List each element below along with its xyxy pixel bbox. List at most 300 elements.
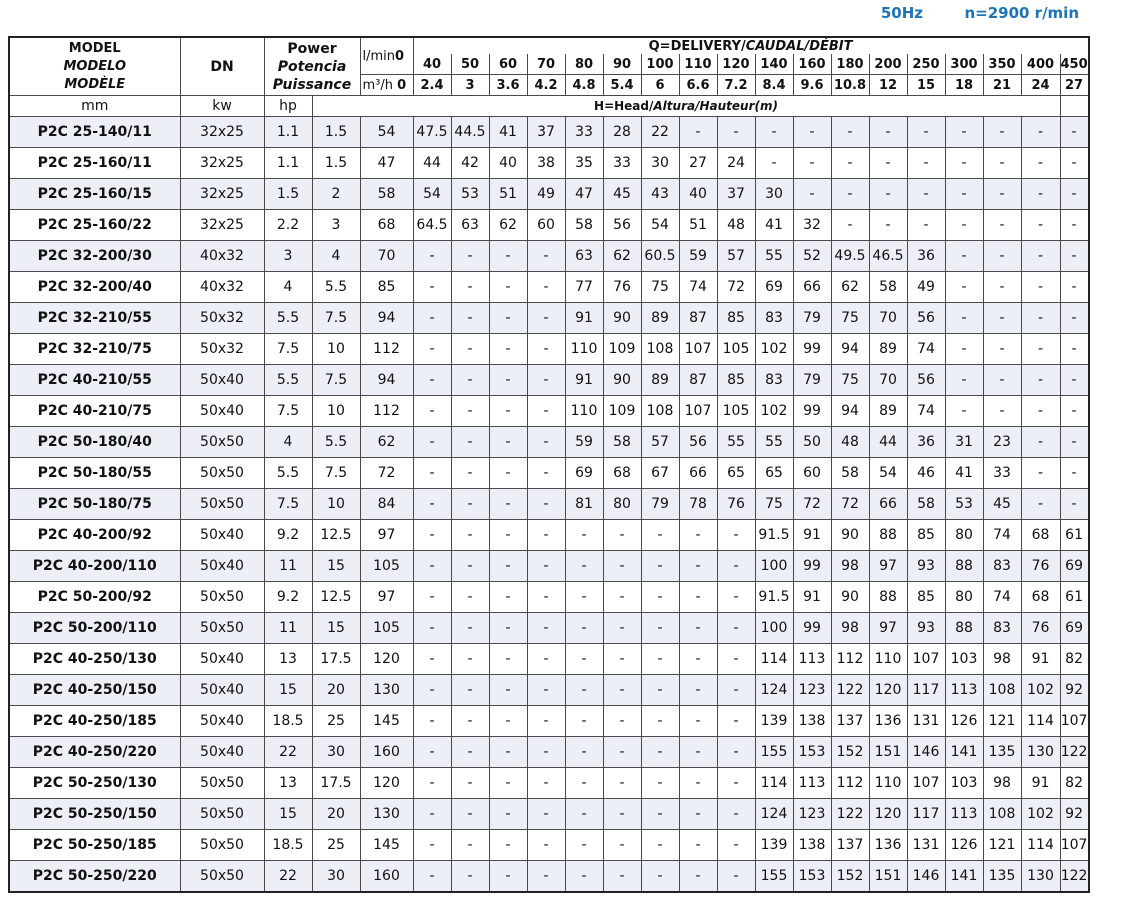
head-cell: 45 xyxy=(603,179,641,210)
head-cell: - xyxy=(907,117,945,148)
hp-cell: 30 xyxy=(312,737,360,768)
head-cell: - xyxy=(603,520,641,551)
head-cell: - xyxy=(603,613,641,644)
head-cell: 88 xyxy=(869,582,907,613)
head-cell: 151 xyxy=(869,737,907,768)
hp-cell: 17.5 xyxy=(312,644,360,675)
head-cell: - xyxy=(489,644,527,675)
table-row xyxy=(9,148,1089,179)
head-cell: - xyxy=(983,272,1021,303)
head-cell: 102 xyxy=(755,334,793,365)
head-cell: 131 xyxy=(907,706,945,737)
head-cell: - xyxy=(413,830,451,861)
head-cell: 67 xyxy=(641,458,679,489)
head-cell: - xyxy=(641,706,679,737)
head-cell: - xyxy=(527,303,565,334)
head-cell: 65 xyxy=(717,458,755,489)
head-cell: - xyxy=(527,737,565,768)
head-cell: - xyxy=(717,644,755,675)
head-cell: 69 xyxy=(1060,613,1089,644)
head-header xyxy=(312,96,1060,117)
head-cell: - xyxy=(1060,117,1089,148)
head-cell: - xyxy=(413,551,451,582)
head-header-italic: Altura/Hauteur(m) xyxy=(653,99,778,113)
head-cell: 83 xyxy=(983,613,1021,644)
head-cell: - xyxy=(489,396,527,427)
dn-cell: 50x50 xyxy=(180,427,264,458)
head-cell: - xyxy=(945,148,983,179)
head-cell: - xyxy=(413,334,451,365)
head-cell: 79 xyxy=(641,489,679,520)
hp-cell: 25 xyxy=(312,830,360,861)
head-cell: 60.5 xyxy=(641,241,679,272)
head-cell: 121 xyxy=(983,706,1021,737)
head-cell: 137 xyxy=(831,706,869,737)
head-cell: 92 xyxy=(1060,799,1089,830)
head-cell: - xyxy=(527,489,565,520)
head-cell: - xyxy=(1060,179,1089,210)
head-cell: - xyxy=(489,737,527,768)
hp-cell: 4 xyxy=(312,241,360,272)
head-cell: 27 xyxy=(679,148,717,179)
model-cell: P2C 40-250/185 xyxy=(9,706,180,737)
head-cell: 83 xyxy=(983,551,1021,582)
head-cell: 112 xyxy=(831,768,869,799)
head-cell: - xyxy=(413,241,451,272)
frequency-label: 50Hz xyxy=(880,4,923,22)
head-cell: 121 xyxy=(983,830,1021,861)
head-cell: 82 xyxy=(1060,644,1089,675)
head-cell: 80 xyxy=(603,489,641,520)
table-row xyxy=(9,675,1089,706)
head-cell: - xyxy=(451,520,489,551)
head-cell: 79 xyxy=(793,365,831,396)
dn-cell: 50x40 xyxy=(180,737,264,768)
table-row xyxy=(9,768,1089,799)
hp-cell: 15 xyxy=(312,551,360,582)
head-cell: 112 xyxy=(360,334,413,365)
head-cell: - xyxy=(679,737,717,768)
head-cell: 37 xyxy=(717,179,755,210)
head-cell: 83 xyxy=(755,365,793,396)
head-cell: - xyxy=(907,210,945,241)
head-cell: - xyxy=(1021,334,1060,365)
kw-cell: 1.1 xyxy=(264,148,312,179)
m3h-value: 3.6 xyxy=(489,75,527,96)
head-cell: - xyxy=(489,675,527,706)
dn-cell: 32x25 xyxy=(180,148,264,179)
kw-cell: 7.5 xyxy=(264,396,312,427)
head-cell: 136 xyxy=(869,830,907,861)
m3h-value: 6 xyxy=(641,75,679,96)
head-cell: 117 xyxy=(907,675,945,706)
head-cell: 56 xyxy=(907,365,945,396)
head-cell: 85 xyxy=(360,272,413,303)
head-cell: - xyxy=(451,582,489,613)
head-cell: - xyxy=(489,861,527,893)
head-cell: - xyxy=(1060,396,1089,427)
head-cell: - xyxy=(527,272,565,303)
head-cell: 107 xyxy=(1060,706,1089,737)
head-cell: - xyxy=(565,799,603,830)
head-cell: 91.5 xyxy=(755,520,793,551)
head-cell: 109 xyxy=(603,396,641,427)
head-cell: 160 xyxy=(360,737,413,768)
head-cell: 75 xyxy=(641,272,679,303)
head-cell: - xyxy=(869,148,907,179)
head-cell: 103 xyxy=(945,768,983,799)
kw-cell: 22 xyxy=(264,861,312,893)
table-row xyxy=(9,799,1089,830)
head-cell: 75 xyxy=(831,365,869,396)
head-cell: 97 xyxy=(360,582,413,613)
head-cell: - xyxy=(565,644,603,675)
head-cell: 146 xyxy=(907,737,945,768)
head-cell: - xyxy=(565,551,603,582)
head-cell: 87 xyxy=(679,303,717,334)
dn-cell: 50x50 xyxy=(180,768,264,799)
head-cell: - xyxy=(1021,396,1060,427)
head-cell: - xyxy=(945,241,983,272)
head-cell: - xyxy=(983,241,1021,272)
head-cell: - xyxy=(831,148,869,179)
head-cell: 45 xyxy=(983,489,1021,520)
head-cell: 58 xyxy=(869,272,907,303)
table-row xyxy=(9,117,1089,148)
head-cell: - xyxy=(983,334,1021,365)
head-cell: - xyxy=(527,582,565,613)
head-cell: 52 xyxy=(793,241,831,272)
head-cell: - xyxy=(489,706,527,737)
lmin-value: 180 xyxy=(831,54,869,75)
head-cell: 58 xyxy=(360,179,413,210)
model-cell: P2C 50-250/220 xyxy=(9,861,180,893)
head-cell: - xyxy=(603,706,641,737)
head-cell: 110 xyxy=(869,644,907,675)
head-cell: 69 xyxy=(755,272,793,303)
head-cell: 50 xyxy=(793,427,831,458)
head-cell: 57 xyxy=(641,427,679,458)
head-cell: 135 xyxy=(983,861,1021,893)
head-cell: 120 xyxy=(360,768,413,799)
head-cell: - xyxy=(489,582,527,613)
head-cell: - xyxy=(565,830,603,861)
lmin-value: 450 xyxy=(1060,54,1089,75)
head-cell: 97 xyxy=(869,613,907,644)
head-cell: 112 xyxy=(360,396,413,427)
dn-cell: 50x40 xyxy=(180,520,264,551)
head-cell: 113 xyxy=(945,799,983,830)
kw-cell: 13 xyxy=(264,644,312,675)
head-cell: 99 xyxy=(793,613,831,644)
head-cell: - xyxy=(489,458,527,489)
kw-cell: 9.2 xyxy=(264,520,312,551)
head-cell: 54 xyxy=(869,458,907,489)
head-cell: 117 xyxy=(907,799,945,830)
head-cell: - xyxy=(451,427,489,458)
head-cell: 62 xyxy=(831,272,869,303)
model-cell: P2C 40-250/130 xyxy=(9,644,180,675)
head-cell: - xyxy=(641,582,679,613)
model-cell: P2C 40-210/55 xyxy=(9,365,180,396)
kw-cell: 5.5 xyxy=(264,458,312,489)
dn-cell: 32x25 xyxy=(180,210,264,241)
hp-cell: 20 xyxy=(312,675,360,706)
m3h-value: 10.8 xyxy=(831,75,869,96)
model-cell: P2C 25-160/22 xyxy=(9,210,180,241)
head-cell: - xyxy=(755,117,793,148)
head-cell: 120 xyxy=(869,799,907,830)
head-cell: 85 xyxy=(907,520,945,551)
head-cell: 123 xyxy=(793,799,831,830)
head-cell: - xyxy=(489,551,527,582)
head-cell: - xyxy=(1060,365,1089,396)
model-cell: P2C 40-200/92 xyxy=(9,520,180,551)
head-cell: - xyxy=(717,613,755,644)
head-cell: 47.5 xyxy=(413,117,451,148)
head-cell: - xyxy=(413,396,451,427)
head-cell: - xyxy=(413,706,451,737)
head-cell: - xyxy=(489,489,527,520)
head-cell: 110 xyxy=(565,396,603,427)
lmin-label: l/min xyxy=(362,48,396,64)
hp-cell: 10 xyxy=(312,396,360,427)
head-cell: 76 xyxy=(603,272,641,303)
model-cell: P2C 32-200/40 xyxy=(9,272,180,303)
kw-cell: 18.5 xyxy=(264,830,312,861)
head-cell: - xyxy=(565,613,603,644)
head-cell: 69 xyxy=(1060,551,1089,582)
head-cell: 114 xyxy=(755,768,793,799)
head-cell: - xyxy=(717,830,755,861)
m3h-first-value: 0 xyxy=(397,77,407,93)
head-cell: 109 xyxy=(603,334,641,365)
hp-cell: 12.5 xyxy=(312,582,360,613)
head-cell: 100 xyxy=(755,613,793,644)
head-cell: - xyxy=(527,427,565,458)
head-cell: 43 xyxy=(641,179,679,210)
head-cell: 102 xyxy=(1021,675,1060,706)
head-cell: 88 xyxy=(945,613,983,644)
kw-cell: 22 xyxy=(264,737,312,768)
model-cell: P2C 25-140/11 xyxy=(9,117,180,148)
head-cell: - xyxy=(717,768,755,799)
head-cell: - xyxy=(983,179,1021,210)
head-cell: - xyxy=(1021,303,1060,334)
model-cell: P2C 40-250/150 xyxy=(9,675,180,706)
hp-cell: 10 xyxy=(312,489,360,520)
model-cell: P2C 50-250/150 xyxy=(9,799,180,830)
model-cell: P2C 50-180/40 xyxy=(9,427,180,458)
dn-cell: 50x40 xyxy=(180,396,264,427)
m3h-value: 4.8 xyxy=(565,75,603,96)
head-cell: 84 xyxy=(360,489,413,520)
head-cell: 44 xyxy=(413,148,451,179)
hp-cell: 7.5 xyxy=(312,303,360,334)
table-row xyxy=(9,613,1089,644)
head-cell: 70 xyxy=(869,365,907,396)
hp-cell: 12.5 xyxy=(312,520,360,551)
head-cell: - xyxy=(869,210,907,241)
head-cell: 41 xyxy=(945,458,983,489)
head-cell: 53 xyxy=(451,179,489,210)
head-cell: - xyxy=(679,799,717,830)
m3h-label-cell xyxy=(360,75,413,96)
table-row xyxy=(9,458,1089,489)
head-cell: - xyxy=(641,520,679,551)
head-cell: - xyxy=(1021,458,1060,489)
head-cell: 137 xyxy=(831,830,869,861)
lmin-value: 250 xyxy=(907,54,945,75)
head-cell: 83 xyxy=(755,303,793,334)
head-cell: 49 xyxy=(527,179,565,210)
head-cell: 55 xyxy=(755,241,793,272)
head-cell: 108 xyxy=(641,396,679,427)
head-cell: 48 xyxy=(831,427,869,458)
head-cell: - xyxy=(413,458,451,489)
head-cell: 99 xyxy=(793,334,831,365)
head-cell: 80 xyxy=(945,520,983,551)
head-cell: - xyxy=(413,303,451,334)
head-cell: 99 xyxy=(793,551,831,582)
head-cell: 100 xyxy=(755,551,793,582)
table-row xyxy=(9,737,1089,768)
hp-cell: 30 xyxy=(312,861,360,893)
head-cell: - xyxy=(489,830,527,861)
head-cell: 30 xyxy=(755,179,793,210)
head-cell: 91 xyxy=(1021,644,1060,675)
head-cell: - xyxy=(489,613,527,644)
head-cell: 113 xyxy=(793,768,831,799)
head-cell: 87 xyxy=(679,365,717,396)
head-cell: 124 xyxy=(755,799,793,830)
model-header xyxy=(9,37,180,96)
head-cell: 44 xyxy=(869,427,907,458)
lmin-value: 90 xyxy=(603,54,641,75)
head-cell: 46.5 xyxy=(869,241,907,272)
table-row xyxy=(9,365,1089,396)
head-cell: 22 xyxy=(641,117,679,148)
head-cell: - xyxy=(679,582,717,613)
head-cell: - xyxy=(1060,148,1089,179)
head-cell: 38 xyxy=(527,148,565,179)
dn-cell: 32x25 xyxy=(180,179,264,210)
lmin-value: 80 xyxy=(565,54,603,75)
head-cell: 107 xyxy=(679,396,717,427)
model-header-en: MODEL xyxy=(68,40,121,56)
head-cell: - xyxy=(1021,489,1060,520)
head-cell: 110 xyxy=(565,334,603,365)
head-cell: 114 xyxy=(755,644,793,675)
dn-cell: 40x32 xyxy=(180,241,264,272)
head-cell: - xyxy=(1060,489,1089,520)
head-cell: 130 xyxy=(1021,861,1060,893)
hp-cell: 7.5 xyxy=(312,365,360,396)
head-cell: 98 xyxy=(831,613,869,644)
head-cell: 155 xyxy=(755,861,793,893)
head-cell: 155 xyxy=(755,737,793,768)
dn-cell: 50x50 xyxy=(180,799,264,830)
model-cell: P2C 40-200/110 xyxy=(9,551,180,582)
head-cell: - xyxy=(717,582,755,613)
head-cell: 105 xyxy=(360,551,413,582)
head-cell: 91 xyxy=(793,582,831,613)
head-cell: 28 xyxy=(603,117,641,148)
head-cell: 122 xyxy=(1060,737,1089,768)
delivery-header-italic: CAUDAL/DÉBIT xyxy=(745,38,853,54)
head-cell: 152 xyxy=(831,861,869,893)
head-cell: 55 xyxy=(755,427,793,458)
model-cell: P2C 50-200/110 xyxy=(9,613,180,644)
head-cell: - xyxy=(451,396,489,427)
head-cell: 49.5 xyxy=(831,241,869,272)
head-cell: 107 xyxy=(679,334,717,365)
m3h-value: 7.2 xyxy=(717,75,755,96)
head-cell: 62 xyxy=(489,210,527,241)
hp-cell: 10 xyxy=(312,334,360,365)
model-header-fr: MODÈLE xyxy=(64,76,126,92)
lmin-value: 160 xyxy=(793,54,831,75)
head-cell: - xyxy=(527,675,565,706)
head-cell: - xyxy=(451,613,489,644)
power-header-fr: Puissance xyxy=(272,76,352,93)
model-cell: P2C 40-210/75 xyxy=(9,396,180,427)
head-cell: - xyxy=(565,675,603,706)
head-cell: - xyxy=(565,737,603,768)
head-cell: 33 xyxy=(603,148,641,179)
lmin-value: 140 xyxy=(755,54,793,75)
hp-cell: 20 xyxy=(312,799,360,830)
lmin-first-value: 0 xyxy=(395,48,405,64)
head-cell: - xyxy=(413,489,451,520)
kw-cell: 15 xyxy=(264,799,312,830)
m3h-label: m³/h xyxy=(362,77,393,93)
head-cell: - xyxy=(489,520,527,551)
head-cell: 78 xyxy=(679,489,717,520)
model-cell: P2C 25-160/11 xyxy=(9,148,180,179)
head-cell: 76 xyxy=(717,489,755,520)
m3h-value: 3 xyxy=(451,75,489,96)
head-cell: 68 xyxy=(1021,582,1060,613)
head-cell: - xyxy=(489,799,527,830)
head-cell: - xyxy=(451,241,489,272)
head-cell: - xyxy=(413,644,451,675)
kw-cell: 13 xyxy=(264,768,312,799)
head-cell: - xyxy=(831,117,869,148)
head-cell: - xyxy=(1021,117,1060,148)
head-cell: - xyxy=(983,148,1021,179)
head-cell: - xyxy=(1021,210,1060,241)
lmin-value: 350 xyxy=(983,54,1021,75)
lmin-label-cell xyxy=(360,37,413,75)
dn-header: DN xyxy=(180,37,264,96)
head-cell: 85 xyxy=(907,582,945,613)
lmin-value: 50 xyxy=(451,54,489,75)
head-cell: - xyxy=(945,210,983,241)
hp-cell: 2 xyxy=(312,179,360,210)
head-cell: 105 xyxy=(360,613,413,644)
kw-cell: 18.5 xyxy=(264,706,312,737)
hp-cell: 1.5 xyxy=(312,117,360,148)
head-cell: - xyxy=(793,179,831,210)
head-cell: - xyxy=(679,613,717,644)
head-cell: - xyxy=(831,179,869,210)
hp-cell: 1.5 xyxy=(312,148,360,179)
head-cell: - xyxy=(983,117,1021,148)
head-cell: 120 xyxy=(869,675,907,706)
head-cell: - xyxy=(717,861,755,893)
head-cell: 91 xyxy=(793,520,831,551)
